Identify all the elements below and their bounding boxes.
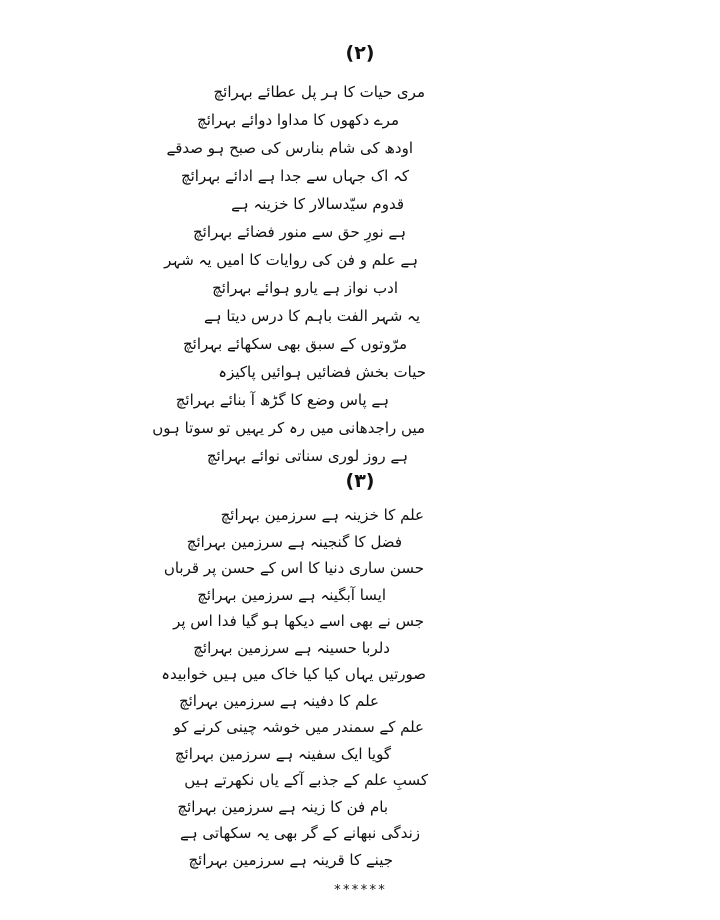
end-separator: ****** — [333, 883, 387, 898]
verse-line: ادب نواز ہے یارو ہوائے بہرائچ — [212, 279, 398, 297]
verse-line: ہے علم و فن کی روایات کا امیں یہ شہر — [164, 251, 418, 269]
verse-line: ایسا آبگینہ ہے سرزمین بہرائچ — [197, 586, 386, 604]
verse-line: مری حیات کا ہر پل عطائے بہرائچ — [213, 83, 425, 101]
verse-line: یہ شہر الفت باہم کا درس دیتا ہے — [203, 307, 420, 325]
verse-line: میں راجدھانی میں رہ کر یہیں تو سوتا ہوں — [152, 419, 425, 437]
verse-line: گویا ایک سفینہ ہے سرزمین بہرائچ — [174, 745, 391, 763]
verse-line: اودھ کی شام بنارس کی صبح ہو صدقے — [166, 139, 413, 157]
verse-line: صورتیں یہاں کیا کیا خاک میں ہیں خوابیدہ — [161, 665, 426, 683]
verse-line: حیات بخش فضائیں ہوائیں پاکیزہ — [218, 363, 426, 381]
verse-line: ہے روز لوری سناتی نوائے بہرائچ — [206, 447, 408, 465]
verse-line: مرّوتوں کے سبق بھی سکھائے بہرائچ — [182, 335, 407, 353]
verse-line: علم کا خزینہ ہے سرزمین بہرائچ — [220, 506, 424, 524]
verse-line: علم کے سمندر میں خوشہ چینی کرنے کو — [173, 718, 424, 736]
verse-line: بام فن کا زینہ ہے سرزمین بہرائچ — [177, 798, 388, 816]
verse-line: علم کا دفینہ ہے سرزمین بہرائچ — [178, 692, 379, 710]
verse-line: حسن ساری دنیا کا اس کے حسن پر قرباں — [163, 559, 424, 577]
verse-line: مرے دکھوں کا مداوا دوائے بہرائچ — [197, 111, 399, 129]
verse-line: قدوم سیّدسالار کا خزینہ ہے — [231, 195, 404, 213]
verse-line: کسبِ علم کے جذبے آکے یاں نکھرتے ہیں — [184, 771, 428, 789]
verse-line: ہے نورِ حق سے منور فضائے بہرائچ — [192, 223, 406, 241]
verse-line: کہ اک جہاں سے جدا ہے ادائے بہرائچ — [180, 167, 409, 185]
verse-line: دلربا حسینہ ہے سرزمین بہرائچ — [193, 639, 390, 657]
section-3-number: (۳) — [345, 470, 375, 492]
section-2-number: (۲) — [345, 42, 375, 64]
verse-line: زندگی نبھانے کے گر بھی یہ سکھاتی ہے — [180, 824, 420, 842]
verse-line: ہے پاس وضع کا گڑھ آ بنائے بہرائچ — [175, 391, 389, 409]
verse-line: جینے کا قرینہ ہے سرزمین بہرائچ — [188, 851, 393, 869]
verse-line: فضل کا گنجینہ ہے سرزمین بہرائچ — [186, 533, 402, 551]
verse-line: جس نے بھی اسے دیکھا ہو گیا فدا اس پر — [173, 612, 424, 630]
